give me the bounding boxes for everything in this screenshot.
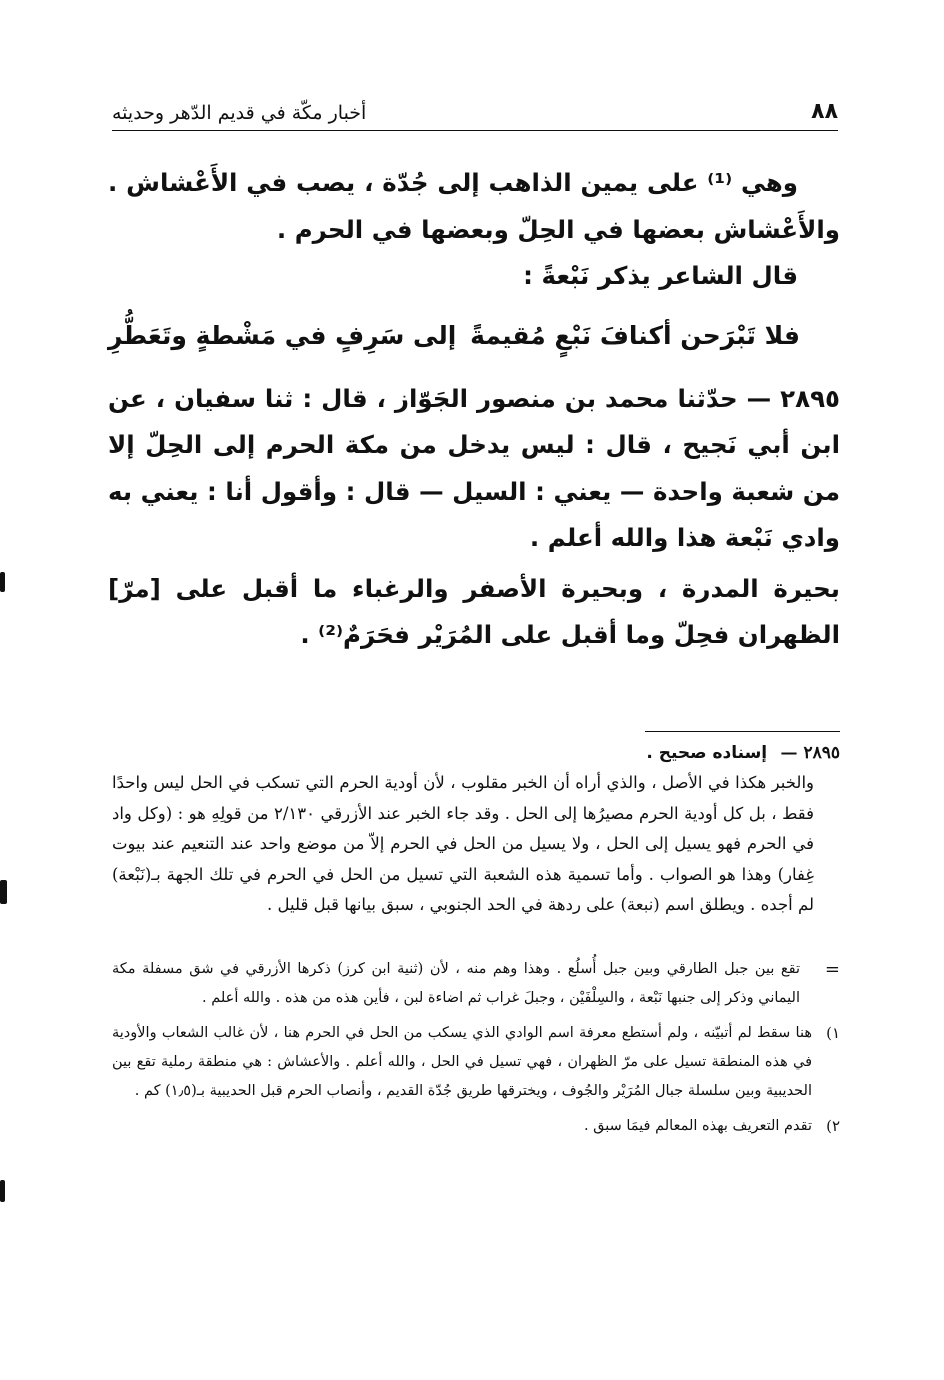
paragraph-lakes: بحيرة المدرة ، وبحيرة الأصفر والرغباء ما أقبل على [مرّ] الظهران فحِلّ وما أقبل على المُرَيْر فحَرَمٌ⁽²⁾ . xyxy=(108,573,840,649)
verse-first-hemistich: فلا تَبْرَحن أكنافَ نَبْعٍ مُقيمةً xyxy=(470,320,800,350)
hadith-2895: ٢٨٩٥ — حدّثنا محمد بن منصور الجَوّاز ، قال : ثنا سفيان ، عن ابن أبي نَجيح ، قال : ليس يدخل من مكة الحرم إلى الحِلّ إلا من شعبة واحدة — يعني : السيل — قال : وأقول أنا : يعني به وادي نَبْعة هذا والله أعلم . xyxy=(108,383,840,552)
footnotes xyxy=(112,738,840,1141)
footnote-ref-heading xyxy=(112,738,840,768)
header-rule xyxy=(112,130,838,131)
paragraph-location: وهي ⁽¹⁾ على يمين الذاهب إلى جُدّة ، يصب في الأَعْشاش . والأَعْشاش بعضها في الحِلّ وبعضها في الحرم . xyxy=(108,168,840,244)
poet-intro: قال الشاعر يذكر نَبْعةً : xyxy=(523,261,798,290)
footnote-ref-body: والخبر هكذا في الأصل ، والذي أراه أن الخبر مقلوب ، لأن أودية الحرم التي تسكب في الحل ليس واحدًا فقط ، بل كل أودية الحرم مصيرُها إلى الحل . وقد جاء الخبر عند الأزرقي ٢/١٣٠ من قولِهِ هو : (وكل واد في الحرم فهو يسيل إلى الحل ، ولا يسيل من الحل في الحرم إلاّ من موضع واحد عند التنعيم عند بيوت غِفار) وهذا هو الصواب . وأما تسمية هذه الشعبة التي تسيل من الحل في الحرم في تلك الجهة بـ(نَبْعة) لم أجده . ويطلق اسم (نبعة) على ردهة في الحد الجنوبي ، سبق بيانها قبل قليل . xyxy=(112,773,815,914)
running-header xyxy=(112,84,838,124)
binding-mark xyxy=(0,1180,5,1202)
main-text xyxy=(108,160,840,659)
footnote-2-text: تقدم التعريف بهذه المعالم فيمَا سبق . xyxy=(583,1117,812,1134)
verse-second-hemistich: إلى سَرِفٍ في مَشْطةٍ وتَعَطُّرِ xyxy=(108,320,457,350)
binding-mark xyxy=(0,572,5,592)
footnote-1-marker: ١) xyxy=(826,1023,840,1042)
footnote-continuation xyxy=(112,955,840,1013)
footnote-ref-title: إسناده صحيح . xyxy=(646,743,768,763)
poem-verse xyxy=(108,306,800,366)
continuation-text: تقع بين جبل الطارقي وبين جبل أُسلُع . وهذا وهم منه ، لأن (ثنية ابن كرز) ذكرها الأزرقي في شق مسفلة مكة اليماني وذكر إلى جنبها نَبْعة ، والسِلْفَيْن ، وجبلَ غراب ثم اضاءة لبن ، فأين هذه من هذه . والله أعلم . xyxy=(112,960,800,1006)
page-number: ٨٨ xyxy=(811,99,838,124)
binding-mark xyxy=(0,880,7,904)
footnote-2-marker: ٢) xyxy=(826,1116,840,1135)
footnote-1 xyxy=(112,1019,840,1106)
continuation-marker: = xyxy=(824,958,840,980)
footnote-2 xyxy=(112,1112,840,1141)
footnote-rule xyxy=(645,731,840,732)
footnote-ref-number: ٢٨٩٥ — xyxy=(780,743,840,763)
running-title: أخبار مكّة في قديم الدّهر وحديثه xyxy=(112,102,367,124)
footnote-1-text: هنا سقط لم أتبيّنه ، ولم أستطع معرفة اسم الوادي الذي يسكب من الحل في الحرم هنا ، لأن غالب الشعاب والأودية في هذه المنطقة تسيل على مرّ الظهران ، فهي تسيل في الحل ، والله أعلم . والأعشاش : هي منطقة رملية تقع بين الحديبية وبين سلسلة جبال المُرَيْر والجُوف ، ويخترقها طريق جُدّة القديم ، وأنصاب الحرم قبل الحديبية بـ(١٫٥) كم . xyxy=(112,1024,812,1099)
